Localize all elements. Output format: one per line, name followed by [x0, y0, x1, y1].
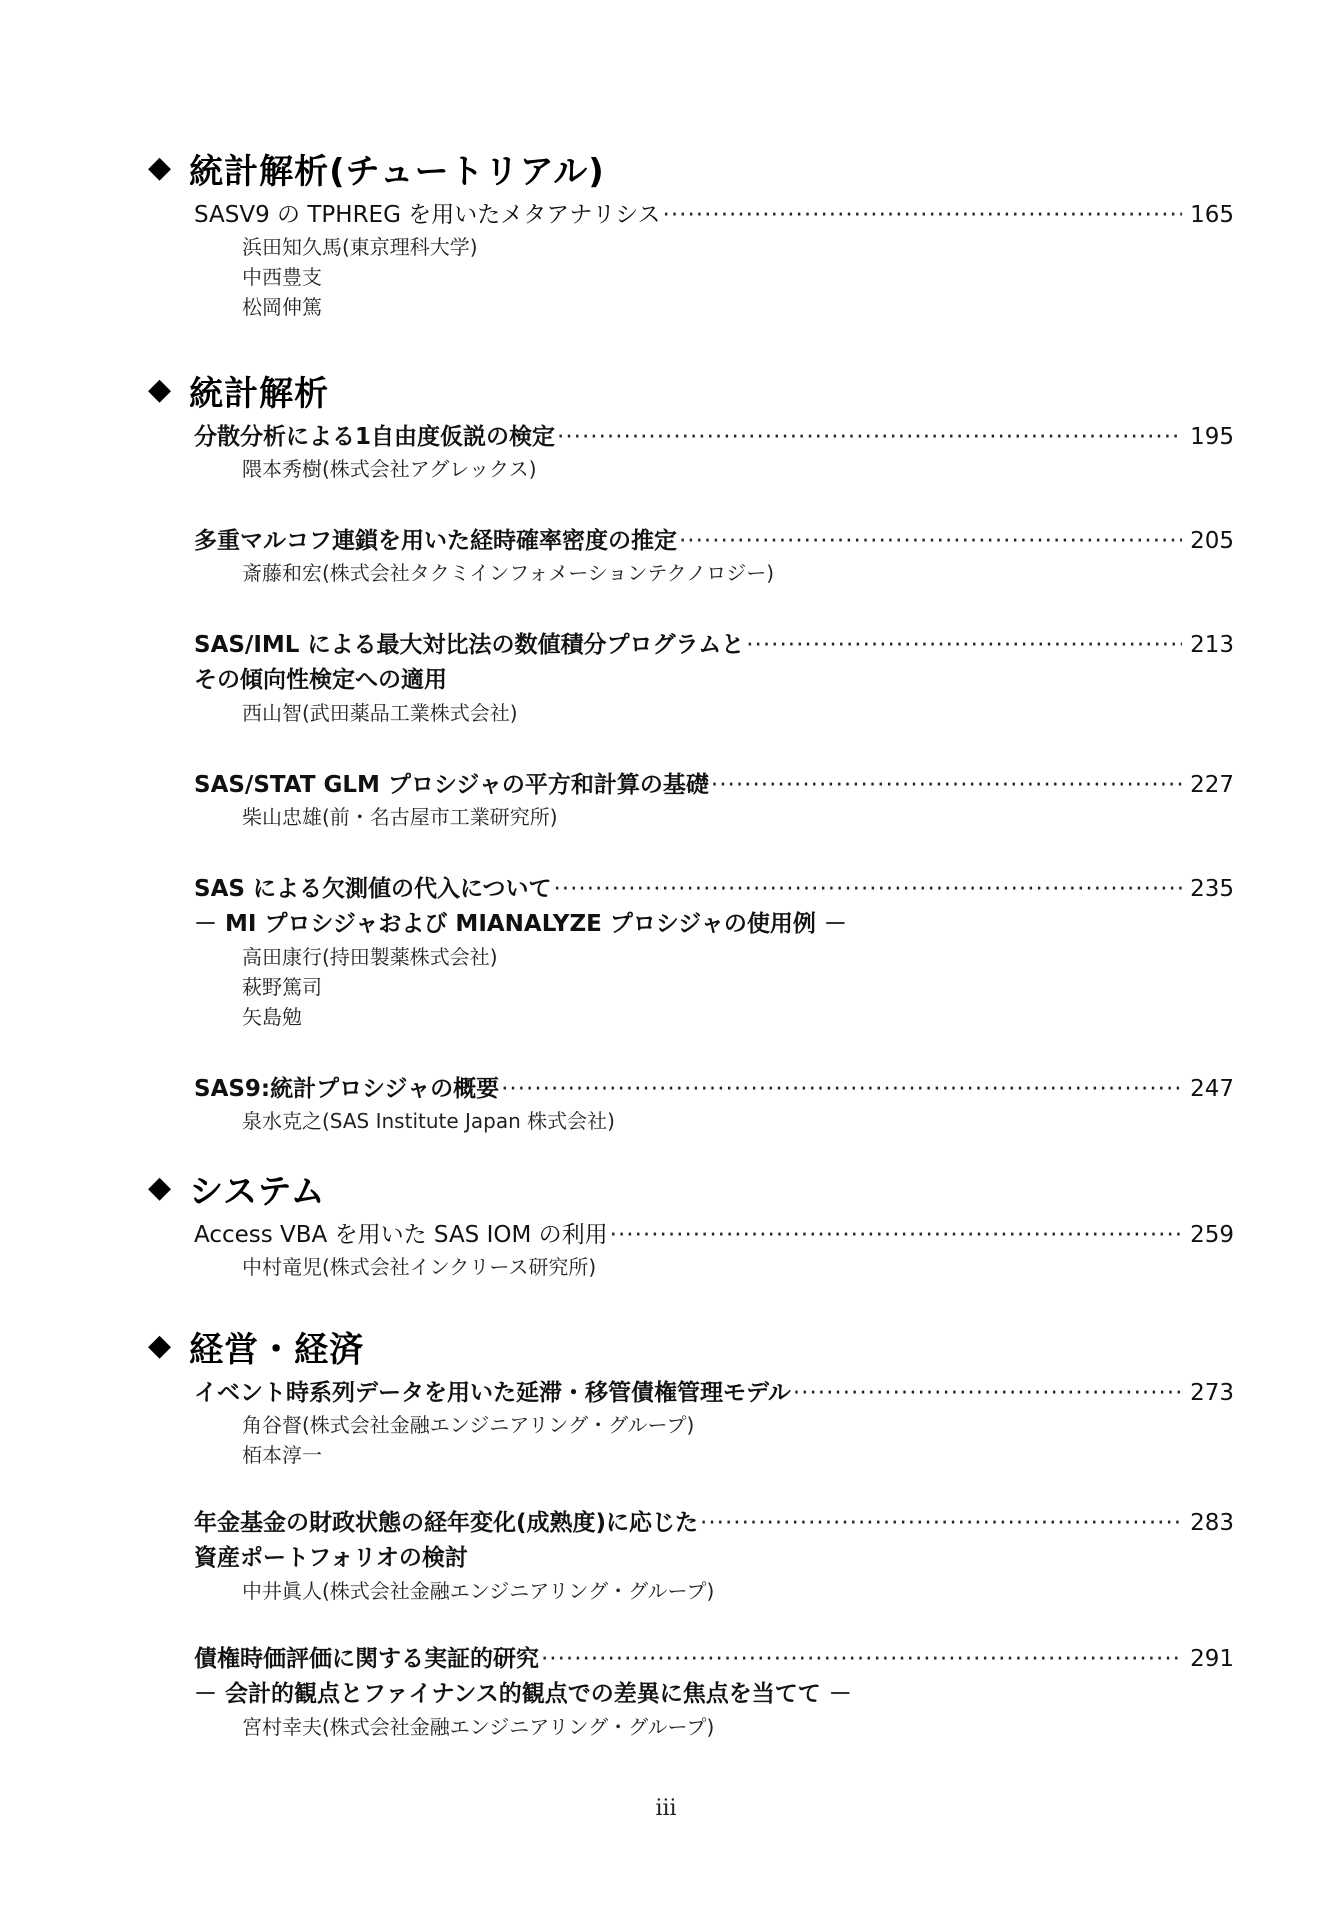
entry-title: 債権時価評価に関する実証的研究 [194, 1646, 539, 1672]
entry-title: SAS/STAT GLM プロシジャの平方和計算の基礎 [194, 772, 709, 798]
section-statistical-analysis [148, 362, 1248, 1136]
author-list [242, 1576, 1234, 1606]
author: 中村竜児(株式会社インクリース研究所) [242, 1255, 597, 1279]
entry-title: 年金基金の財政状態の経年変化(成熟度)に応じた [194, 1510, 699, 1536]
section-title: システム [189, 1171, 326, 1212]
section-title: 経営・経済 [189, 1329, 365, 1370]
dot-leader [610, 1222, 1182, 1248]
author: 中井眞人(株式会社金融エンジニアリング・グループ) [242, 1579, 715, 1603]
page-number: 247 [1190, 1076, 1234, 1102]
toc-entry[interactable] [194, 1640, 1234, 1742]
page-number: 213 [1190, 632, 1234, 658]
author-list [242, 1252, 1234, 1282]
entry-title: Access VBA を用いた SAS IOM の利用 [194, 1222, 608, 1248]
author-list [242, 232, 1234, 322]
section-title: 統計解析 [189, 373, 330, 414]
author: 西山智(武田薬品工業株式会社) [242, 701, 518, 725]
toc-entry[interactable] [194, 626, 1234, 728]
author: 栢本淳一 [242, 1443, 322, 1467]
author: 柴山忠雄(前・名古屋市工業研究所) [242, 805, 558, 829]
diamond-bullet-icon: ◆ [148, 1170, 172, 1205]
author-list [242, 698, 1234, 728]
author-list [242, 1410, 1234, 1470]
page-number: 205 [1190, 528, 1234, 554]
dot-leader [711, 772, 1182, 798]
toc-entry[interactable] [194, 1216, 1234, 1282]
entry-title: 多重マルコフ連鎖を用いた経時確率密度の推定 [194, 528, 677, 554]
page-number: 291 [1190, 1646, 1234, 1672]
entry-title: SASV9 の TPHREG を用いたメタアナリシス [194, 202, 661, 228]
page-number: 235 [1190, 876, 1234, 902]
page-number: 227 [1190, 772, 1234, 798]
author: 角谷督(株式会社金融エンジニアリング・グループ) [242, 1413, 695, 1437]
diamond-bullet-icon: ◆ [148, 1328, 172, 1363]
page-number: 195 [1190, 424, 1234, 450]
page-number: 283 [1190, 1510, 1234, 1536]
author: 斎藤和宏(株式会社タクミインフォメーションテクノロジー) [242, 561, 775, 585]
entry-title: SAS による欠測値の代入について [194, 876, 552, 902]
section-title: 統計解析(チュートリアル) [189, 151, 605, 192]
entry-title: SAS9:統計プロシジャの概要 [194, 1076, 500, 1102]
toc-entry[interactable] [194, 766, 1234, 832]
toc-entry[interactable] [194, 1504, 1234, 1606]
author: 萩野篤司 [242, 975, 322, 999]
dot-leader [700, 1510, 1182, 1536]
entry-subtitle: 資産ポートフォリオの検討 [194, 1545, 468, 1571]
toc-entry[interactable] [194, 418, 1234, 484]
author: 泉水克之(SAS Institute Japan 株式会社) [242, 1109, 615, 1133]
author: 中西豊支 [242, 265, 322, 289]
entry-title: 分散分析による1自由度仮説の検定 [194, 424, 556, 450]
author: 隈本秀樹(株式会社アグレックス) [242, 457, 537, 481]
toc-entry[interactable] [194, 522, 1234, 588]
section-heading [148, 1160, 1248, 1216]
entry-title: イベント時系列データを用いた延滞・移管債権管理モデル [194, 1380, 791, 1406]
author-list [242, 802, 1234, 832]
dot-leader [746, 632, 1182, 658]
section-tutorial [148, 140, 1248, 322]
author: 宮村幸夫(株式会社金融エンジニアリング・グループ) [242, 1715, 715, 1739]
diamond-bullet-icon: ◆ [148, 372, 172, 407]
diamond-bullet-icon: ◆ [148, 150, 172, 185]
section-heading [148, 140, 1248, 196]
toc-entry[interactable] [194, 870, 1234, 1032]
entry-subtitle: － MI プロシジャおよび MIANALYZE プロシジャの使用例 － [194, 911, 847, 937]
toc-entry[interactable] [194, 196, 1234, 322]
dot-leader [663, 202, 1182, 228]
dot-leader [793, 1380, 1182, 1406]
entry-title: SAS/IML による最大対比法の数値積分プログラムと [194, 632, 745, 658]
toc-entry[interactable] [194, 1374, 1234, 1470]
entry-subtitle: その傾向性検定への適用 [194, 667, 447, 693]
page-number: 259 [1190, 1222, 1234, 1248]
section-heading [148, 362, 1248, 418]
author: 高田康行(持田製薬株式会社) [242, 945, 498, 969]
section-system [148, 1160, 1248, 1282]
toc-entry[interactable] [194, 1070, 1234, 1136]
author-list [242, 454, 1234, 484]
entry-subtitle: － 会計的観点とファイナンス的観点での差異に焦点を当てて － [194, 1681, 852, 1707]
page-number: 165 [1190, 202, 1234, 228]
dot-leader [679, 528, 1182, 554]
author: 浜田知久馬(東京理科大学) [242, 235, 478, 259]
author-list [242, 1712, 1234, 1742]
section-management-economy [148, 1318, 1248, 1742]
author-list [242, 942, 1234, 1032]
page-folio: iii [655, 1796, 677, 1821]
dot-leader [541, 1646, 1182, 1672]
author-list [242, 1106, 1234, 1136]
author: 松岡伸篤 [242, 295, 322, 319]
page-number: 273 [1190, 1380, 1234, 1406]
author-list [242, 558, 1234, 588]
dot-leader [553, 876, 1182, 902]
section-heading [148, 1318, 1248, 1374]
dot-leader [501, 1076, 1182, 1102]
author: 矢島勉 [242, 1005, 302, 1029]
dot-leader [557, 424, 1182, 450]
